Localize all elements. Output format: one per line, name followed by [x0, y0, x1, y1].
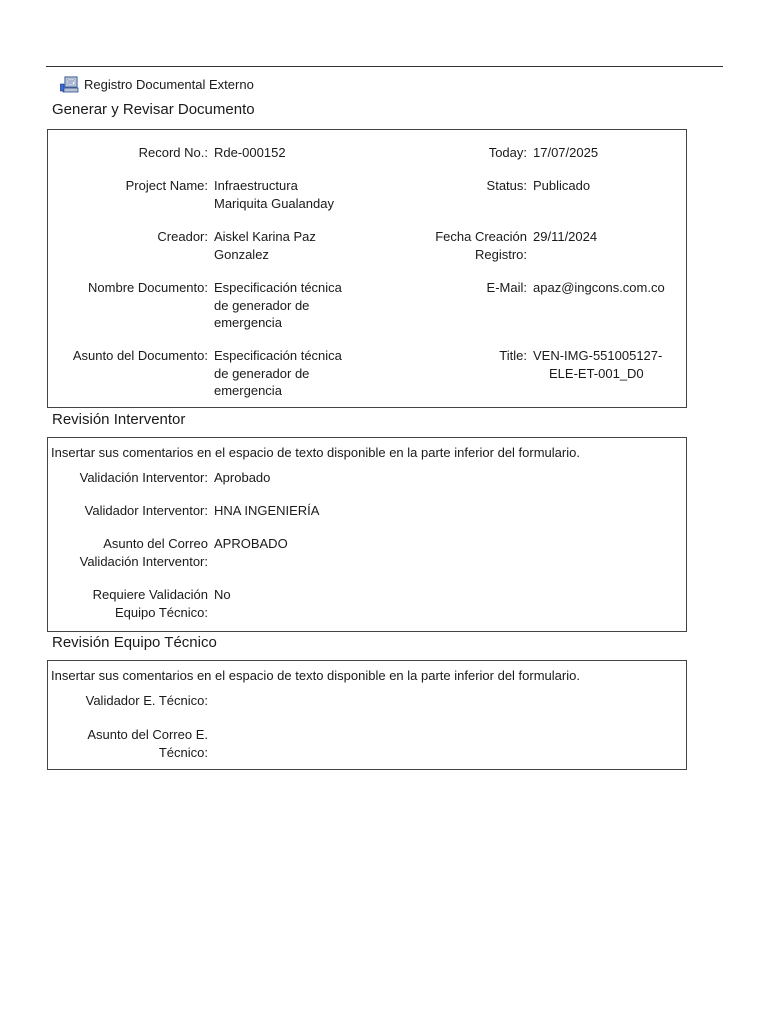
fecha-creacion-label: Fecha Creación Registro:: [435, 229, 527, 262]
validador-tecnico-label: Validador E. Técnico:: [85, 693, 208, 708]
document-computer-icon: [60, 76, 80, 94]
app-title: Registro Documental Externo: [84, 77, 254, 92]
asunto-documento-value: Especificación técnica de generador de emergencia: [214, 348, 342, 398]
creador-label: Creador:: [157, 229, 208, 244]
status-label: Status:: [486, 178, 527, 193]
status-value: Publicado: [533, 178, 591, 193]
record-no-value: Rde-000152: [214, 145, 286, 160]
email-value: apaz@ingcons.com.co: [533, 280, 665, 295]
validacion-interventor-label: Validación Interventor:: [79, 470, 208, 485]
record-details-panel: [47, 129, 687, 408]
form-title: Generar y Revisar Documento: [52, 101, 255, 118]
top-divider: [46, 66, 723, 67]
requiere-validacion-label: Requiere Validación Equipo Técnico:: [92, 587, 208, 620]
title-label: Title:: [499, 348, 527, 363]
asunto-correo-interventor-value: APROBADO: [214, 536, 288, 551]
equipo-tecnico-panel: [47, 660, 687, 770]
title-value: VEN-IMG-551005127- ELE-ET-001_D0: [533, 348, 663, 381]
interventor-section-title: Revisión Interventor: [52, 411, 186, 428]
creador-value: Aiskel Karina Paz Gonzalez: [214, 229, 316, 262]
nombre-documento-label: Nombre Documento:: [88, 280, 208, 295]
email-label: E-Mail:: [486, 280, 527, 295]
app-header: [60, 76, 254, 94]
today-label: Today:: [488, 145, 527, 160]
validador-interventor-value: HNA INGENIERÍA: [214, 503, 320, 518]
project-name-label: Project Name:: [125, 178, 208, 193]
validador-interventor-label: Validador Interventor:: [84, 503, 208, 518]
interventor-panel: [47, 437, 687, 632]
fecha-creacion-value: 29/11/2024: [533, 229, 598, 244]
asunto-correo-interventor-label: Asunto del Correo Validación Interventor:: [79, 536, 208, 569]
equipo-tecnico-instructions: Insertar sus comentarios en el espacio de texto disponible en la parte inferior del formulario.: [51, 668, 580, 683]
asunto-documento-label: Asunto del Documento:: [72, 348, 208, 363]
asunto-correo-tecnico-label: Asunto del Correo E. Técnico:: [87, 727, 208, 760]
requiere-validacion-value: No: [214, 587, 231, 602]
today-value: 17/07/2025: [533, 145, 599, 160]
nombre-documento-value: Especificación técnica de generador de emergencia: [214, 280, 342, 330]
record-no-label: Record No.:: [138, 145, 208, 160]
validacion-interventor-value: Aprobado: [214, 470, 271, 485]
equipo-tecnico-section-title: Revisión Equipo Técnico: [52, 634, 217, 651]
interventor-instructions: Insertar sus comentarios en el espacio de texto disponible en la parte inferior del formulario.: [51, 445, 580, 460]
project-name-value: Infraestructura Mariquita Gualanday: [214, 178, 334, 211]
